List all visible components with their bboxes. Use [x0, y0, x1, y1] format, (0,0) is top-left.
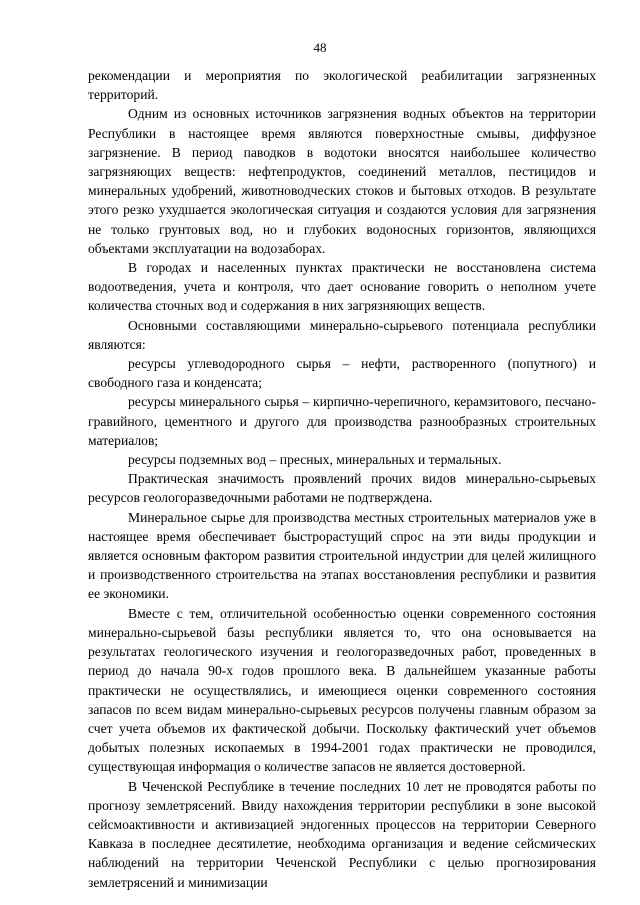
paragraph-drainage: В городах и населенных пунктах практически не восстановлена система водоотведения, учета и контроля, что дает основание говорить о неполном учете количества сточных вод и содержания в них загрязняющих веществ. [88, 260, 596, 314]
paragraph-reserves-assessment: Вместе с тем, отличительной особенностью оценки современного состояния минерально-сырьевой базы республики является то, что она основывается на результатах геологического изучения и геологоразведочных работ, проведенных в период до начала 90-х годов прошлого века. В дальнейшем указанные работы практически не осуществлялись, и имеющиеся оценки современного состояния запасов по всем видам минерально-сырьевых ресурсов получены главным образом за счет учета объемов их фактической добычи. Поскольку фактический учет объемов добытых полезных ископаемых в 1994-2001 годах практически не проводился, существующая информация о количестве запасов не является достоверной. [88, 605, 596, 775]
paragraph-other-resources: Практическая значимость проявлений прочих видов минерально-сырьевых ресурсов геологоразведочными работами не подтверждена. [88, 471, 596, 506]
paragraph-seismic: В Чеченской Республике в течение последних 10 лет не проводятся работы по прогнозу землетрясений. Ввиду нахождения территории республики в зоне высокой сейсмоактивности и активизацией эндогенных процессов на территории Северного Кавказа в последнее десятилетие, необходима организация и ведение сейсмических наблюдений на территории Чеченской Республики с целью прогнозирования землетрясений и минимизации [88, 778, 596, 890]
list-item-mineral-raw: ресурсы минерального сырья – кирпично-черепичного, керамзитового, песчано-гравийного, цементного и другого для производства разнообразных строительных материалов; [88, 394, 596, 448]
body-text [88, 66, 596, 892]
paragraph-water-pollution: Одним из основных источников загрязнения водных объектов на территории Республики в настоящее время являются поверхностные смывы, диффузное загрязнение. В период паводков в водотоки вносятся наибольшее количество загрязняющих веществ: нефтепродуктов, соединений металлов, пестицидов и минеральных удобрений, животноводческих стоков и бытовых отходов. В результате этого резко ухудшается экологическая ситуация и создаются условия для загрязнения не только грунтовых вод, но и глубоких водоносных горизонтов, являющихся объектами эксплуатации на водозаборах. [88, 106, 596, 256]
list-item-groundwater: ресурсы подземных вод – пресных, минеральных и термальных. [128, 452, 502, 468]
paragraph-mineral-potential-intro: Основными составляющими минерально-сырьевого потенциала республики являются: [88, 317, 596, 352]
paragraph-construction-materials: Минеральное сырье для производства местных строительных материалов уже в настоящее время обеспечивает быстрорастущий спрос на эти виды продукции и является основным фактором развития строительной индустрии для целей жилищного и производственного строительства на этапах восстановления республики и развития ее экономики. [88, 509, 596, 602]
paragraph-continuation: рекомендации и мероприятия по экологической реабилитации загрязненных территорий. [88, 68, 596, 103]
page-number: 48 [313, 40, 327, 55]
list-item-hydrocarbons: ресурсы углеводородного сырья – нефти, растворенного (попутного) и свободного газа и конденсата; [88, 356, 596, 391]
